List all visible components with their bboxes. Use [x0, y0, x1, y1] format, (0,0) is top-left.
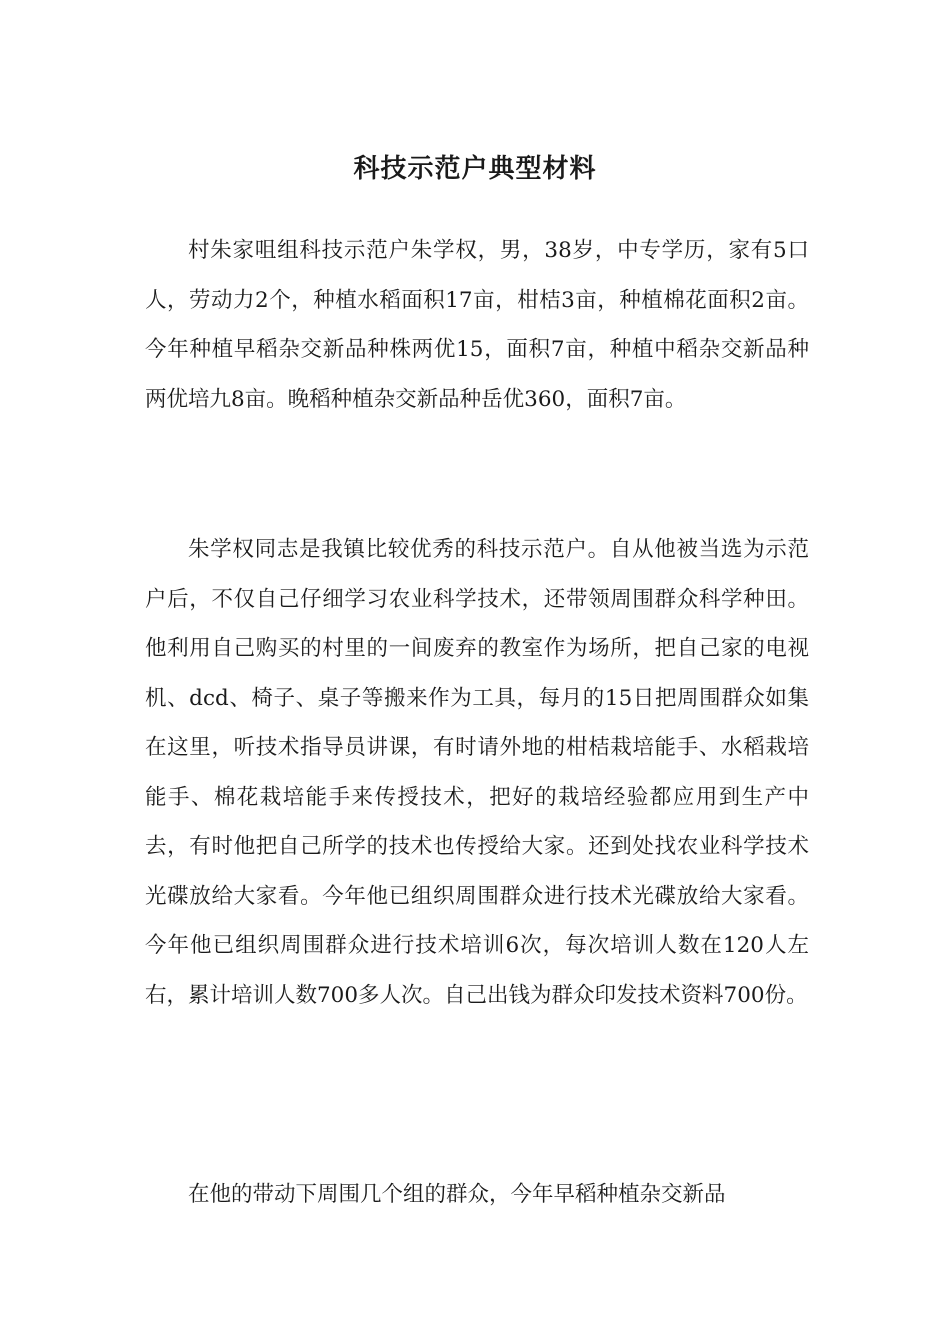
paragraph-3: 在他的带动下周围几个组的群众，今年早稻种植杂交新品 — [188, 1182, 726, 1207]
document-title: 科技示范户典型材料 — [353, 154, 597, 185]
paragraph-1: 村朱家咀组科技示范户朱学权，男，38岁，中专学历，家有5口人，劳动力2个，种植水稻面积17亩，柑桔3亩，种植棉花面积2亩。今年种植早稻杂交新品种株两优15，面积7亩，种植中稻杂交新品种两优培九8亩。晚稻种植杂交新品种岳优360，面积7亩。 — [145, 238, 809, 412]
paragraph-2: 朱学权同志是我镇比较优秀的科技示范户。自从他被当选为示范户后，不仅自己仔细学习农业科学技术，还带领周围群众科学种田。他利用自己购买的村里的一间废弃的教室作为场所，把自己家的电视机、dcd、椅子、桌子等搬来作为工具，每月的15日把周围群众如集在这里，听技术指导员讲课，有时请外地的柑桔栽培能手、水稻栽培能手、棉花栽培能手来传授技术，把好的栽培经验都应用到生产中去，有时他把自己所学的技术也传授给大家。还到处找农业科学技术光碟放给大家看。今年他已组织周围群众进行技术光碟放给大家看。今年他已组织周围群众进行技术培训6次，每次培训人数在120人左右，累计培训人数700多人次。自己出钱为群众印发技术资料700份。 — [145, 537, 809, 1008]
